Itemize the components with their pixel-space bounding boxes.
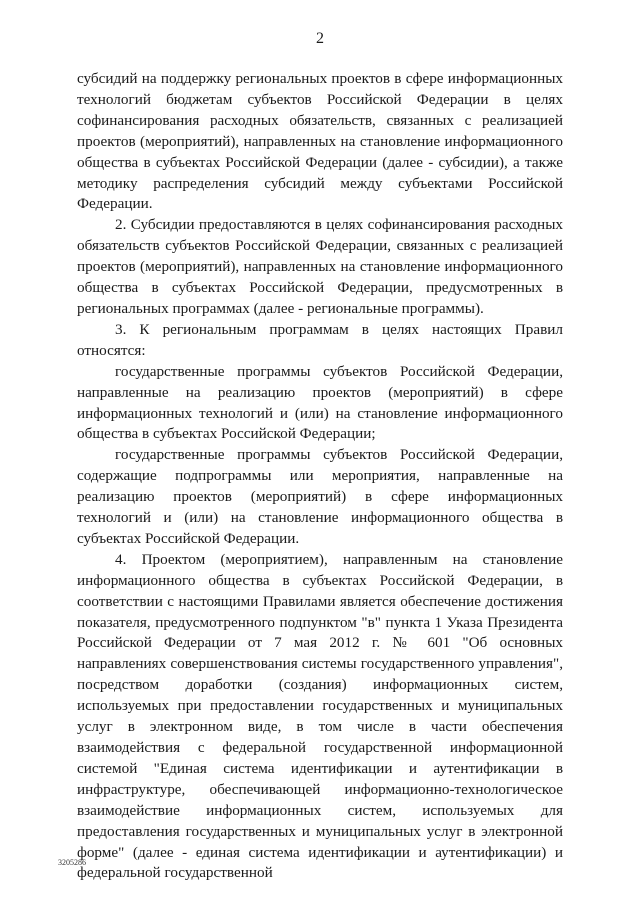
paragraph-item-3: 3. К региональным программам в целях настоящих Правил относятся: <box>77 320 563 359</box>
document-body <box>77 69 563 884</box>
paragraph-item-4: 4. Проектом (мероприятием), направленным на становление информационного общества в субъектах Российской Федерации, в соответствии с настоящими Правилами является обеспечение достижения показателя, предусмотренного подпунктом "в" пункта 1 Указа Президента Российской Федерации от 7 мая 2012 г. № 601 "Об основных направлениях совершенствования системы государственного управления", посредством доработки (создания) информационных систем, используемых при предоставлении государственных и муниципальных услуг в электронном виде, в том числе в части обеспечения взаимодействия с федеральной государственной информационной системой "Единая система идентификации и аутентификации в инфраструктуре, обеспечивающей информационно-технологическое взаимодействие информационных систем, используемых для предоставления государственных и муниципальных услуг в электронной форме" (далее - единая система идентификации и аутентификации) и федеральной государственной <box>77 550 563 882</box>
paragraph-program-type-2: государственные программы субъектов Российской Федерации, содержащие подпрограммы или мероприятия, направленные на реализацию проектов (мероприятий) в сфере информационных технологий и (или) на становление информационного общества в субъектах Российской Федерации. <box>77 446 563 547</box>
paragraph-continuation: субсидий на поддержку региональных проектов в сфере информационных технологий бюджетам субъектов Российской Федерации в целях софинансирования расходных обязательств, связанных с реализацией проектов (мероприятий), направленных на становление информационного общества в субъектах Российской Федерации (далее - субсидии), а также методику распределения субсидий между субъектами Российской Федерации. <box>77 70 563 213</box>
paragraph-program-type-1: государственные программы субъектов Российской Федерации, направленные на реализацию проектов (мероприятий) в сфере информационных технологий и (или) на становление информационного общества в субъектах Российской Федерации; <box>77 362 563 443</box>
page-number: 2 <box>316 30 324 47</box>
document-code: 3205286 <box>58 858 86 867</box>
paragraph-item-2: 2. Субсидии предоставляются в целях софинансирования расходных обязательств субъектов Российской Федерации, связанных с реализацией проектов (мероприятий), направленных на становление информационного общества в субъектах Российской Федерации, предусмотренных в региональных программах (далее - региональные программы). <box>77 216 563 317</box>
